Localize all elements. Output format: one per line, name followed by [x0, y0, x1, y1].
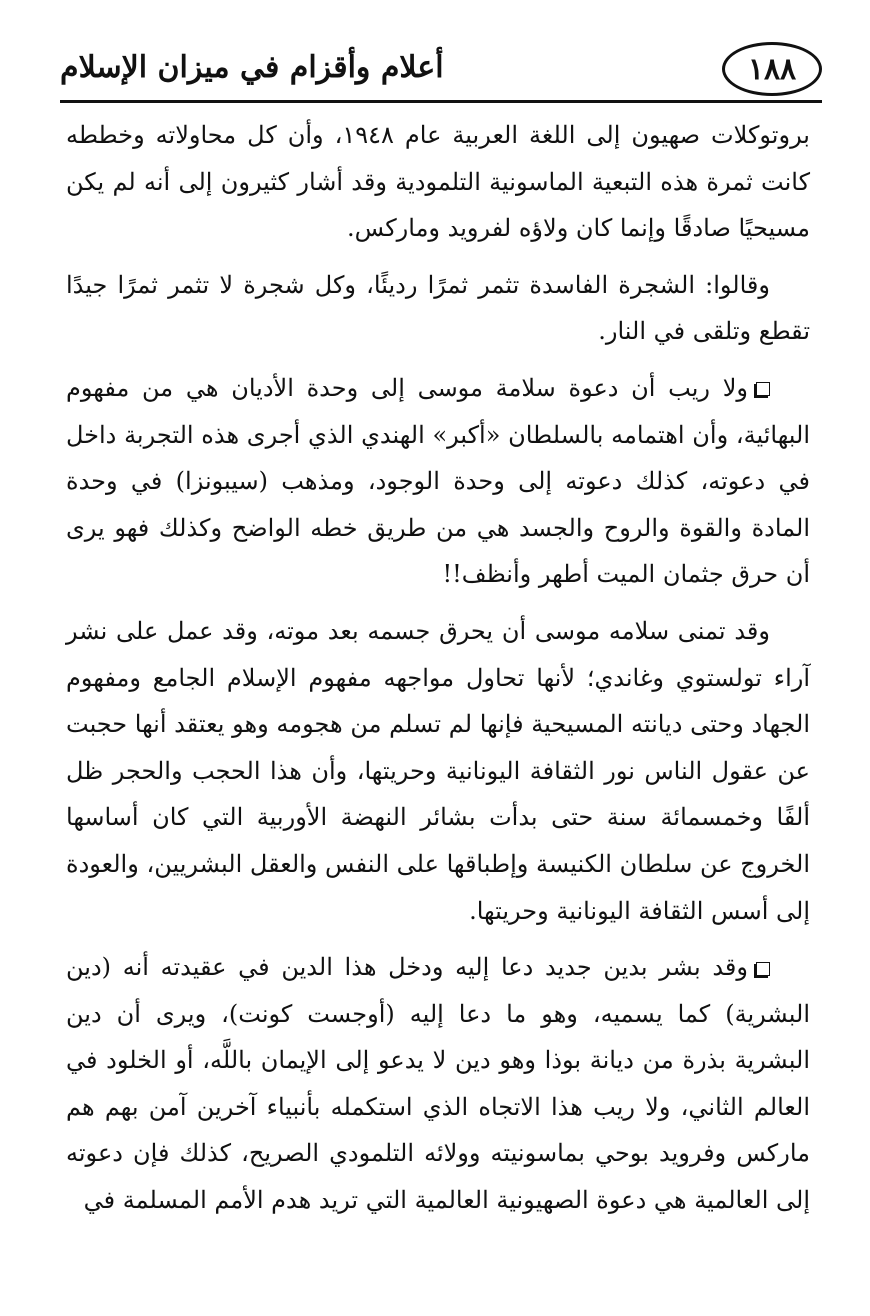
paragraph-text: ولا ريب أن دعوة سلامة موسى إلى وحدة الأديان هي من مفهوم البهائية، وأن اهتمامه بالسلطان «أكبر» الهندي الذي أجرى هذه التجربة داخل في دعوته، كذلك دعوته إلى وحدة الوجود، ومذهب (سيبونزا) في وحدة المادة والقوة والروح والجسد هي من طريق خطه الواضح وكذلك فهو يرى أن حرق جثمان الميت أطهر وأنظف!! — [66, 373, 810, 589]
paragraph-gap — [66, 355, 810, 365]
paragraph-1 — [66, 112, 810, 252]
paragraph-5 — [66, 944, 810, 1224]
paragraph-text: وقالوا: الشجرة الفاسدة تثمر ثمرًا رديئًا، وكل شجرة لا تثمر ثمرًا جيدًا تقطع وتلقى في النار. — [66, 270, 810, 346]
paragraph-gap — [66, 934, 810, 944]
paragraph-text: بروتوكلات صهيون إلى اللغة العربية عام ١٩٤٨، وأن كل محاولاته وخططه كانت ثمرة هذه التبعية الماسونية التلمودية وقد أشار كثيرون إلى أنه لم يكن مسيحيًا صادقًا وإنما كان ولاؤه لفرويد وماركس. — [66, 121, 810, 243]
paragraph-gap — [66, 598, 810, 608]
checkbox-bullet-icon — [756, 962, 770, 976]
body-text — [66, 112, 810, 1224]
checkbox-bullet-icon — [756, 382, 770, 396]
paragraph-3 — [66, 365, 810, 598]
page-header — [60, 38, 822, 100]
paragraph-text: وقد تمنى سلامه موسى أن يحرق جسمه بعد موته، وقد عمل على نشر آراء تولستوي وغاندي؛ لأنها تحاول مواجهه مفهوم الإسلام الجامع ومفهوم الجهاد وحتى ديانته المسيحية فإنها لم تسلم من هجومه وهو يعتقد أنها حجبت عن عقول الناس نور الثقافة اليونانية وحريتها، وأن هذا الحجب والحجر ظل ألفًا وخمسمائة سنة حتى بدأت بشائر النهضة الأوربية التي كان أساسها الخروج عن سلطان الكنيسة وإطباقها على النفس والعقل البشريين، والعودة إلى أسس الثقافة اليونانية وحريتها. — [66, 616, 811, 925]
page-number: ١٨٨ — [722, 42, 822, 96]
paragraph-2 — [66, 262, 810, 355]
paragraph-gap — [66, 252, 810, 262]
paragraph-4 — [66, 608, 810, 934]
paragraph-text: وقد بشر بدين جديد دعا إليه ودخل هذا الدين في عقيدته أنه (دين البشرية) كما يسميه، وهو ما دعا إليه (أوجست كونت)، ويرى أن دين البشرية بذرة من ديانة بوذا وهو دين لا يدعو إلى الإيمان باللَّه، أو الخلود في العالم الثاني، ولا ريب هذا الاتجاه الذي استكمله بأنبياء آخرين آمن بهم هم ماركس وفرويد بوحي بماسونيته وولائه التلمودي الصريح، كذلك فإن دعوته إلى العالمية هي دعوة الصهيونية العالمية التي تريد هدم الأمم المسلمة في — [66, 953, 810, 1215]
running-title: أعلام وأقزام في ميزان الإسلام — [60, 50, 444, 85]
header-divider — [60, 100, 822, 103]
